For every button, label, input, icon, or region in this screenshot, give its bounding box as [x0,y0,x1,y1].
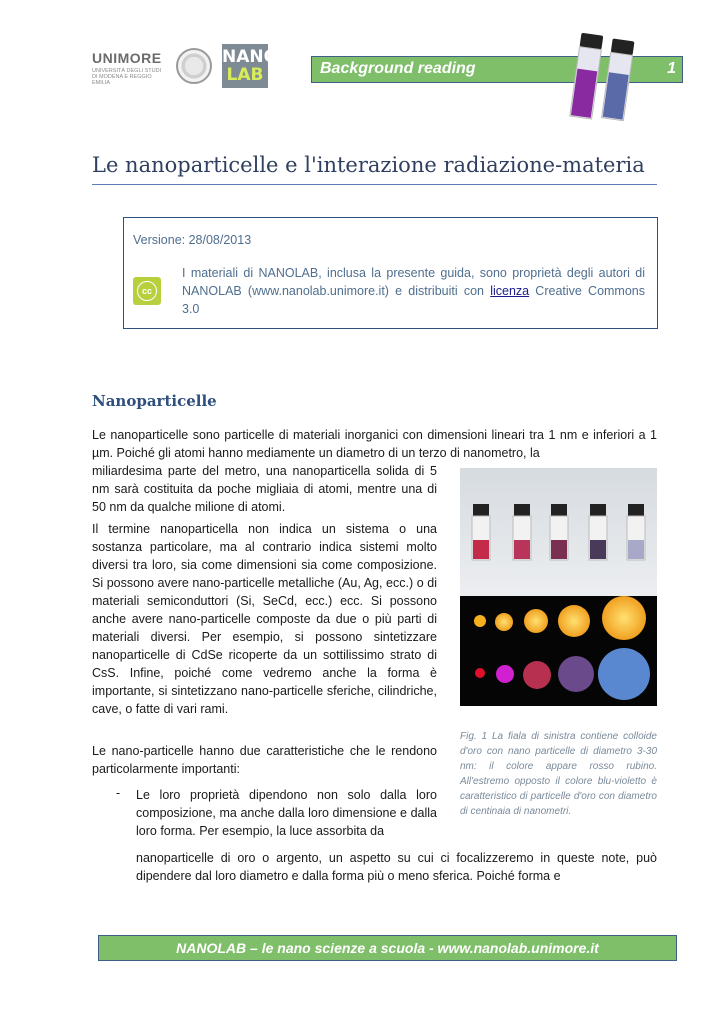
vials-image [565,30,647,122]
unimore-logo [92,50,164,86]
creative-commons-icon [133,277,161,305]
nanolab-logo-line1: NANO [222,47,279,67]
footer-banner: NANOLAB – le nano scienze a scuola - www.nanolab.unimore.it [98,935,677,961]
paragraph-types: Il termine nanoparticella non indica un sistema o una sostanza particolare, ma al contrario indica sistemi molto diversi tra loro, sia come dimensioni sia come composizione. Si possono avere nano-particelle metalliche (Au, Ag, ecc.) o di materiali semiconduttori (Si, SeCd, ecc.) ecc. Si possono anche avere nano-particelle composte da due o più parti di materiali diversi. Per esempio, si possono sintetizzare nanoparticelle di CdSe ricoperte da un sottilissimo strato di CsS. Infine, poiché come vedremo anche la forma è importante, si sintetizzano nano-particelle sferiche, cilindriche, cave, o fatte di vari rami. [92,522,437,716]
university-seal-icon [176,48,212,84]
license-text [182,264,645,318]
title-divider [92,184,657,185]
photo-vial-1 [472,504,490,560]
paragraph-intro-full: Le nanoparticelle sono particelle di materiali inorganici con dimensioni lineari tra 1 nm e inferiori a 1 µm. Poiché gli atomi hanno mediamente un diametro di un terzo di nanometro, la [92,428,657,460]
banner-label: Background reading [320,60,476,77]
bullet-text-part2: nanoparticelle di oro o argento, un aspetto su cui ci focalizzeremo in queste note, può dipendere dal loro diametro e dalla forma più o meno sferica. Poiché forma e [136,851,657,883]
vial-purple [570,33,603,119]
license-text-start: I materiali di NANOLAB, inclusa la presente guida, sono proprietà degli autori di NANOLAB (www.nanolab.unimore.it) e distribuiti con [182,266,645,298]
photo-vial-5 [627,504,645,560]
photo-vial-3 [550,504,568,560]
license-link[interactable]: licenza [490,284,530,298]
photo-vial-4 [589,504,607,560]
nanolab-logo-line2: LAB [226,65,264,85]
nanoparticle-photo [460,468,657,706]
bullet-text-part1: Le loro proprietà dipendono non solo dalla loro composizione, ma anche dalla loro dimensione e dalla loro forma. Per esempio, la luce assorbita da [136,788,437,838]
paragraph-intro-rest: miliardesima parte del metro, una nanoparticella solida di 5 nm sarà costituita da poche migliaia di atomi, mentre una di 50 nm da qualche milione di atomi. [92,464,437,514]
version-label: Versione: 28/08/2013 [133,233,252,247]
cc-badge-text: cc [137,281,157,301]
section-heading: Nanoparticelle [92,392,217,410]
page-number: 1 [667,60,676,77]
unimore-logo-name: UNIMORE [92,50,162,66]
paragraph-characteristics: Le nano-particelle hanno due caratteristiche che le rendono particolarmente importanti: [92,744,437,776]
page-title: Le nanoparticelle e l'interazione radiazione-materia [92,153,645,177]
nanolab-logo [222,44,279,88]
figure-caption: Fig. 1 La fiala di sinistra contiene colloide d'oro con nano particelle di diametro 3-30 nm: il colore appare rosso rubino. All'estremo opposto il colore blu-violetto è caratteristico di particelle d'oro con diametro di centinaia di nanometri. [460,731,657,817]
photo-vial-2 [513,504,531,560]
bullet-marker: - [116,786,121,800]
unimore-logo-subtitle: UNIVERSITÀ DEGLI STUDI DI MODENA E REGGIO EMILIA [92,68,162,86]
license-text-end: Creative Commons 3.0 [182,284,646,316]
vial-blue [602,38,635,120]
